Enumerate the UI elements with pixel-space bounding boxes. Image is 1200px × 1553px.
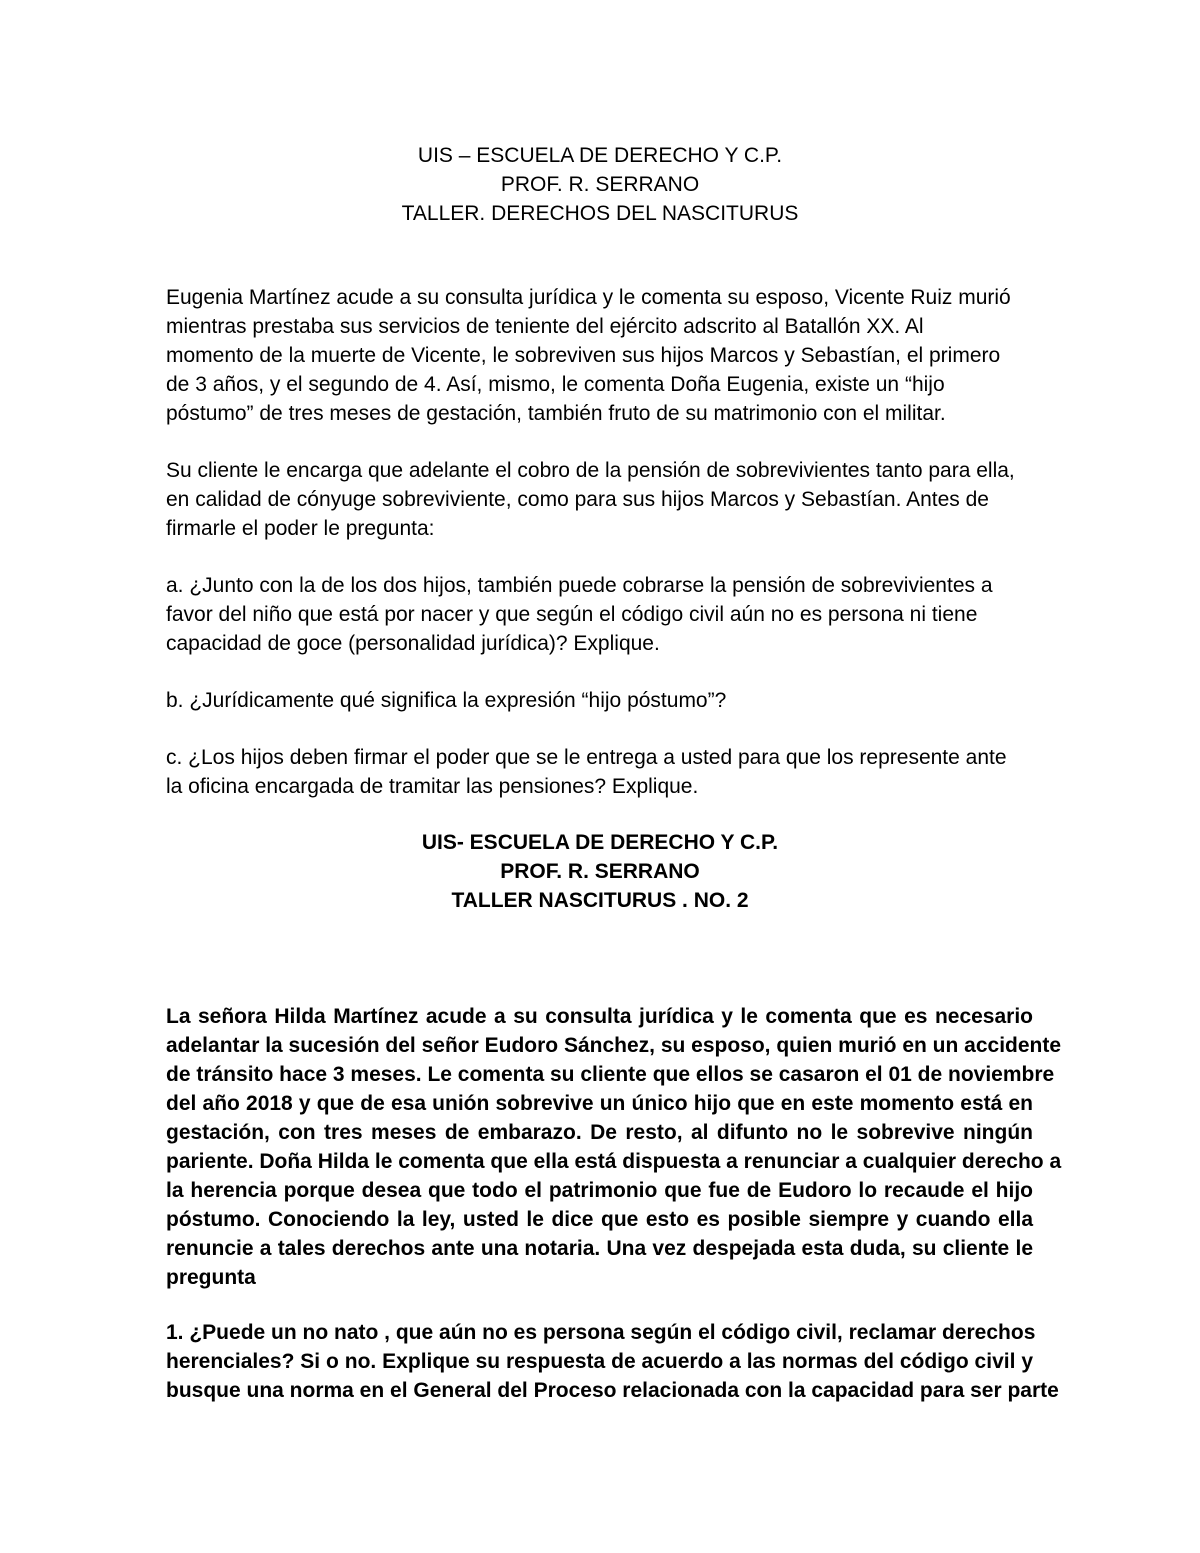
paragraph-line: adelantar la sucesión del señor Eudoro Sánchez, su esposo, quien murió en un accidente	[166, 1034, 1062, 1057]
paragraph-line: póstumo” de tres meses de gestación, también fruto de su matrimonio con el militar.	[166, 402, 946, 425]
workshop1-intro-paragraph	[166, 283, 1011, 428]
paragraph-line: la herencia porque desea que todo el patrimonio que fue de Eudoro lo recaude el hijo	[166, 1179, 1033, 1202]
header-line: UIS- ESCUELA DE DERECHO Y C.P.	[421, 831, 779, 854]
header-line: PROF. R. SERRANO	[500, 173, 700, 196]
workshop2-header	[0, 828, 1200, 915]
workshop1-request-paragraph	[166, 456, 1015, 543]
workshop2-case-paragraph	[166, 1002, 1062, 1292]
paragraph-line: de tránsito hace 3 meses. Le comenta su cliente que ellos se casaron el 01 de noviembre	[166, 1063, 1055, 1086]
paragraph-line: del año 2018 y que de esa unión sobrevive un único hijo que en este momento está en	[166, 1092, 1033, 1115]
question-1	[166, 1318, 1059, 1405]
paragraph-line: póstumo. Conociendo la ley, usted le dice que esto es posible siempre y cuando ella	[166, 1208, 1033, 1231]
paragraph-line: capacidad de goce (personalidad jurídica)? Explique.	[166, 632, 660, 655]
header-line: UIS – ESCUELA DE DERECHO Y C.P.	[417, 144, 783, 167]
paragraph-line: Su cliente le encarga que adelante el cobro de la pensión de sobrevivientes tanto para ella,	[166, 459, 1015, 482]
paragraph-line: b. ¿Jurídicamente qué significa la expresión “hijo póstumo”?	[166, 689, 727, 712]
question-b	[166, 686, 726, 715]
header-line: TALLER. DERECHOS DEL NASCITURUS	[401, 202, 799, 225]
paragraph-line: gestación, con tres meses de embarazo. De resto, al difunto no le sobrevive ningún	[166, 1121, 1033, 1144]
paragraph-line: favor del niño que está por nacer y que según el código civil aún no es persona ni tiene	[166, 603, 978, 626]
question-a	[166, 571, 993, 658]
paragraph-line: herenciales? Si o no. Explique su respuesta de acuerdo a las normas del código civil y	[166, 1350, 1033, 1373]
workshop1-header	[0, 141, 1200, 228]
paragraph-line: renuncie a tales derechos ante una notaria. Una vez despejada esta duda, su cliente le	[166, 1237, 1033, 1260]
paragraph-line: 1. ¿Puede un no nato , que aún no es persona según el código civil, reclamar derechos	[166, 1321, 1036, 1344]
paragraph-line: a. ¿Junto con la de los dos hijos, también puede cobrarse la pensión de sobrevivientes a	[166, 574, 993, 597]
paragraph-line: c. ¿Los hijos deben firmar el poder que se le entrega a usted para que los represente ante	[166, 746, 1007, 769]
paragraph-line: la oficina encargada de tramitar las pensiones? Explique.	[166, 775, 699, 798]
paragraph-line: mientras prestaba sus servicios de teniente del ejército adscrito al Batallón XX. Al	[166, 315, 924, 338]
paragraph-line: en calidad de cónyuge sobreviviente, como para sus hijos Marcos y Sebastían. Antes de	[166, 488, 989, 511]
paragraph-line: momento de la muerte de Vicente, le sobreviven sus hijos Marcos y Sebastían, el primero	[166, 344, 1001, 367]
paragraph-line: pariente. Doña Hilda le comenta que ella está dispuesta a renunciar a cualquier derecho a	[166, 1150, 1062, 1173]
header-line: TALLER NASCITURUS . NO. 2	[451, 889, 749, 912]
paragraph-line: busque una norma en el General del Proceso relacionada con la capacidad para ser parte	[166, 1379, 1059, 1402]
question-c	[166, 743, 1007, 801]
paragraph-line: pregunta	[166, 1266, 256, 1289]
paragraph-line: firmarle el poder le pregunta:	[166, 517, 435, 540]
paragraph-line: de 3 años, y el segundo de 4. Así, mismo, le comenta Doña Eugenia, existe un “hijo	[166, 373, 945, 396]
paragraph-line: La señora Hilda Martínez acude a su consulta jurídica y le comenta que es necesario	[166, 1005, 1033, 1028]
header-line: PROF. R. SERRANO	[500, 860, 700, 883]
paragraph-line: Eugenia Martínez acude a su consulta jurídica y le comenta su esposo, Vicente Ruiz murió	[166, 286, 1011, 309]
